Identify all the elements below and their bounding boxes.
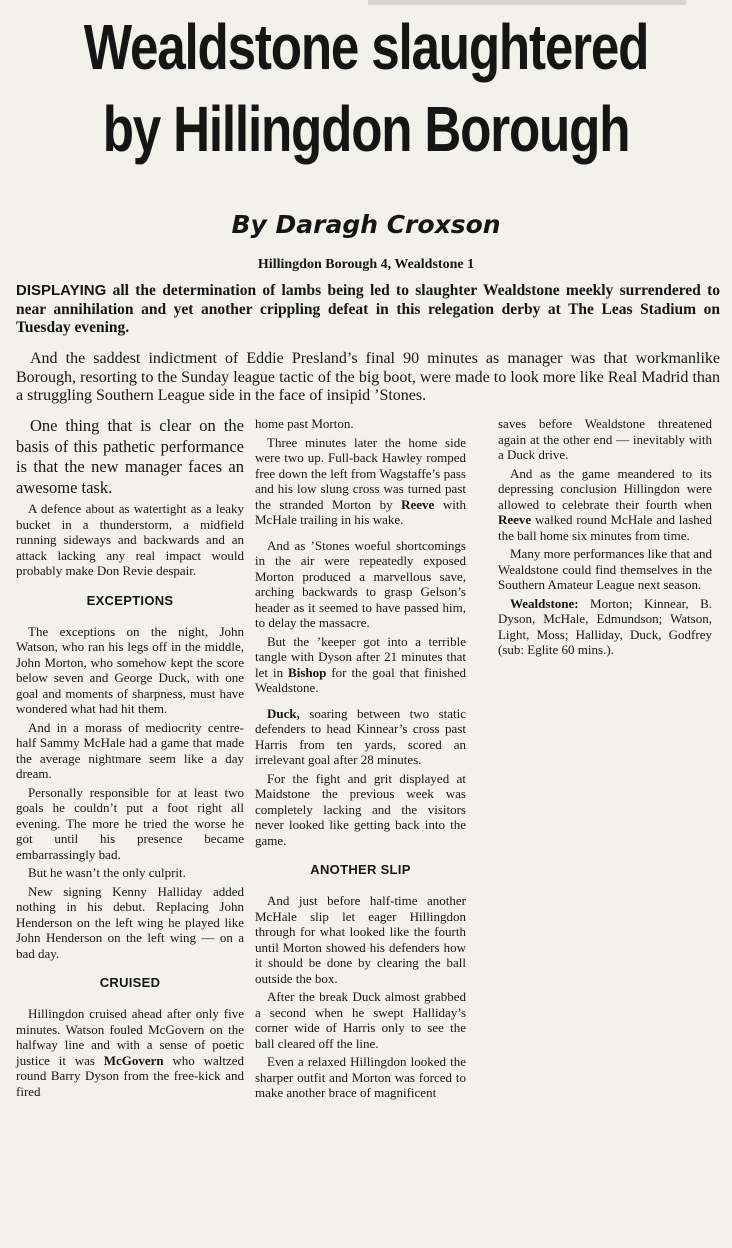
- paragraph: [498, 596, 712, 658]
- paragraph: But he wasn’t the only culprit.: [28, 865, 186, 880]
- column-3: [498, 416, 712, 661]
- player-name: Duck,: [267, 705, 300, 721]
- player-name: McGovern: [103, 1052, 164, 1068]
- paragraph: saves before Wealdstone threatened again at the other end — inevitably with a Duck drive.: [498, 416, 712, 462]
- text: with McHale trailing in his wake.: [255, 496, 466, 527]
- player-name: Bishop: [288, 664, 327, 680]
- paragraph: The exceptions on the night, John Watson, who ran his legs off in the middle, John Morton, who somehow kept the score below seven and George Duck, with one goal and moments of sharpness, must have wondered what had hit them.: [16, 623, 244, 716]
- team-label: Wealdstone:: [510, 595, 579, 611]
- paragraph: home past Morton.: [255, 416, 354, 431]
- subheading-exceptions: EXCEPTIONS: [86, 592, 174, 608]
- paragraph: New signing Kenny Halliday added nothing in his debut. Replacing John Henderson on the left wing he played like John Henderson on the left wing — on a bad day.: [16, 883, 244, 961]
- team-lineup: Morton; Kinnear, B. Dyson, McHale, Edmundson; Watson, Light, Moss; Halliday, Duck, Godfrey (sub: Eglite 60 mins.).: [498, 595, 712, 657]
- headline-line-1: Wealdstone slaughtered: [83, 11, 649, 83]
- text: for the goal that finished Wealdstone.: [255, 664, 466, 695]
- player-name: Reeve: [498, 512, 532, 527]
- paragraph: Personally responsible for at least two goals he couldn’t put a foot right all evening. The more he tried the worse he got until his presence became embarrassingly bad.: [16, 784, 244, 862]
- paragraph: Even a relaxed Hillingdon looked the sharper outfit and Morton was forced to make another brace of magnificent: [255, 1054, 466, 1100]
- text: Hillingdon cruised ahead after only five minutes. Watson fouled McGovern on the halfway line and with a sense of poetic justice it was: [16, 1006, 244, 1068]
- paragraph: And as ’Stones woeful shortcomings in the air were repeatedly exposed Morton produced a marvellous save, arching backwards to grasp Gelson’s header as it seemed to have passed him, to delay the massacre.: [255, 537, 466, 630]
- paragraph: And just before half-time another McHale slip let eager Hillingdon through for what looked like the fourth until Morton showed his defenders how it should be done by clearing the ball outside the box.: [255, 893, 466, 986]
- top-edge-strip: [368, 0, 686, 5]
- headline-line-2: by Hillingdon Borough: [102, 93, 630, 165]
- headline: [81, 6, 651, 170]
- text: soaring between two static defenders to head Kinnear’s cross past Harris from ten yards, scored an irrelevant goal after 28 minutes.: [255, 705, 466, 767]
- second-paragraph: And the saddest indictment of Eddie Presland’s final 90 minutes as manager was that workmanlike Borough, resorting to the Sunday league tactic of the big boot, were made to look more like Real Madrid than a struggling Southern League side in the face of insipid ’Stones.: [16, 350, 720, 404]
- column-1: [16, 416, 244, 1102]
- text: But the ’keeper got into a terrible tangle with Dyson after 21 minutes that let in: [255, 633, 466, 680]
- text: And as the game meandered to its depressing conclusion Hillingdon were allowed to celebrate their fourth when: [498, 465, 712, 512]
- paragraph: [255, 435, 466, 528]
- paragraph: And in a morass of mediocrity centre-half Sammy McHale had a game that made the average nightmare seem like a day dream.: [16, 719, 244, 781]
- paragraph: Many more performances like that and Wealdstone could find themselves in the Southern Amateur League next season.: [498, 546, 712, 592]
- text: who waltzed round Barry Dyson from the free-kick and fired: [16, 1052, 244, 1099]
- paragraph: [498, 466, 712, 544]
- player-name: Reeve: [401, 496, 435, 512]
- byline: By Daragh Croxson: [231, 210, 501, 239]
- subheading-another-slip: ANOTHER SLIP: [310, 862, 411, 877]
- text: walked round McHale and lashed the ball home six minutes from time.: [498, 512, 712, 543]
- intro-paragraph: [16, 282, 720, 338]
- intro-lead-word: DISPLAYING: [16, 282, 107, 299]
- column-2: [255, 416, 466, 1104]
- paragraph: [16, 1006, 244, 1099]
- column-1-lead: One thing that is clear on the basis of this pathetic performance is that the new manager faces an awesome task.: [16, 416, 244, 497]
- scoreline: Hillingdon Borough 4, Wealdstone 1: [257, 257, 475, 272]
- paragraph: [255, 706, 466, 768]
- paragraph: A defence about as watertight as a leaky bucket in a thunderstorm, a midfield running sideways and backwards and an attack lacking any real impact would probably make Don Revie despair.: [16, 501, 244, 578]
- paragraph: After the break Duck almost grabbed a second when he swept Halliday’s corner wide of Harris only to see the ball cleared off the line.: [255, 989, 466, 1051]
- subheading-cruised: CRUISED: [99, 975, 161, 990]
- intro-text: all the determination of lambs being led to slaughter Wealdstone meekly surrendered to near annihilation and yet another crippling defeat in this relegation derby at The Leas Stadium on Tuesday evening.: [16, 282, 720, 336]
- paragraph: For the fight and grit displayed at Maidstone the previous week was completely lacking and the visitors never looked like getting back into the game.: [255, 770, 466, 848]
- paragraph: [255, 634, 466, 696]
- text: Three minutes later the home side were two up. Full-back Hawley romped free down the left from Wagstaffe’s pass and his low slung cross was turned past the stranded Morton by: [255, 434, 466, 512]
